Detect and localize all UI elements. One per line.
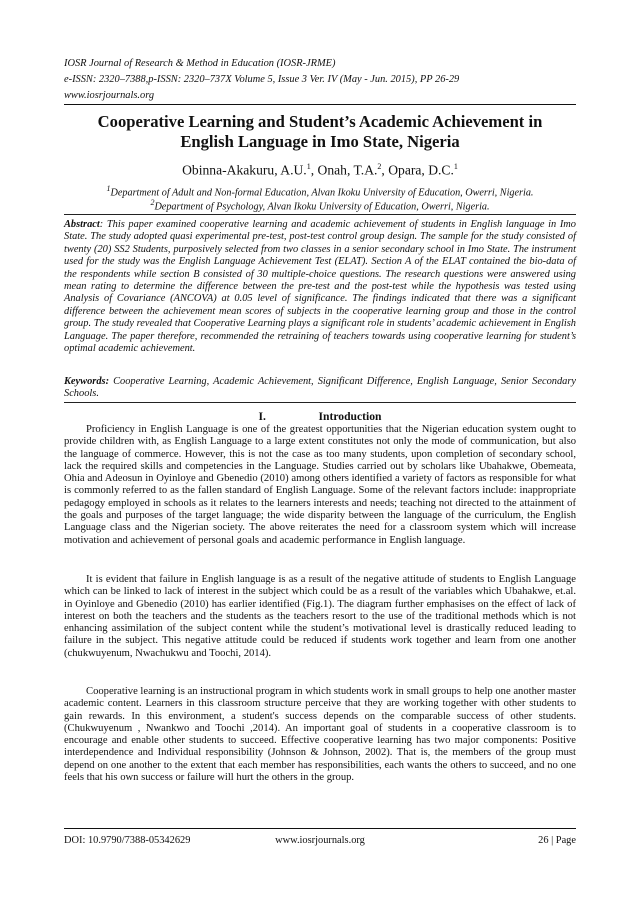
footer-rule bbox=[64, 828, 576, 829]
title-line-1: Cooperative Learning and Student’s Academic Achievement in bbox=[97, 112, 543, 131]
keywords-text: Cooperative Learning, Academic Achievement, Significant Difference, English Language, Senior Secondary Schools. bbox=[64, 376, 576, 400]
section-heading bbox=[64, 410, 576, 424]
section-title: Introduction bbox=[318, 410, 382, 423]
journal-header bbox=[64, 56, 584, 104]
keywords bbox=[64, 376, 576, 401]
abstract-text: : This paper examined cooperative learning and academic achievement of students in English language in Imo State. The study adopted quasi experimental pre-test, post-test control group design. The sample for the study consisted of twenty (20) SS2 Students, purposively selected from two classes in a senior secondary school in Imo State. The instrument used for the study was the English Language Achievement Test (ELAT). Section A of the ELAT contained the bio-data of the respondents while section B consisted of 30 multiple-choice questions. The research questions were answered using mean rating to determine the difference between the pre-test and the post-test while the hypothesis was tested using Analysis of Covariance (ANCOVA) at 0.05 level of significance. The findings indicated that there was a significant difference between the achievement mean scores of subjects in the cooperative learning group and those in the control group. The study revealed that Cooperative Learning plays a significant role in students’ academic achievement in English Language. The paper therefore, recommended the retraining of teachers towards using cooperative learning for student’s optimal academic achievement. bbox=[64, 219, 576, 355]
paragraph-text: Proficiency in English Language is one of the greatest opportunities that the Nigerian education system ought to provide children with, as English Language to a large extent constitutes not only the mode of communication, but also the language of commerce. However, this is not the case as too many students, upon completion of secondary school, lack the required skills and competencies in the Language. Studies carried out by scholars like Ubahakwe, Obemeata, Ohia and Adeosun in Oyinloye and Gbenedio (2010) among others identified a variety of factors as responsible for what is commonly referred to as the fallen standard of English Language. Some of the relevant factors include: inappropriate pedagogy employed in schools as it relates to the learners interests and needs; teaching not directed to the attainment of the goals and purposes of the target language; the wide disparity between the language of the curriculum, the English Language class and the Nigerian society. The above reiterates the need for a classroom system which will increase motivation and achievement of personal goals and academic performance in English language. bbox=[64, 424, 576, 546]
author-2: Onah, T.A. bbox=[317, 162, 378, 178]
author-1-affil: 1 bbox=[306, 162, 311, 171]
body-paragraph bbox=[64, 424, 576, 547]
author-3: Opara, D.C. bbox=[388, 162, 454, 178]
affiliation-1-marker: 1 bbox=[106, 184, 111, 193]
author-3-affil: 1 bbox=[453, 162, 458, 171]
affiliation-2-text: Department of Psychology, Alvan Ikoku University of Education, Owerri, Nigeria. bbox=[154, 201, 490, 213]
body-paragraph bbox=[64, 574, 576, 660]
paragraph-text: Cooperative learning is an instructional program in which students work in small groups to help one another master academic content. Learners in this classroom structure perceive that they are working together with other students to gain rewards. In this environment, a student's success depends on the comparable success of other students. (Chukwuyenum , Nwankwo and Toochi ,2014). An important goal of students in a cooperative classroom is to encourage and enable other students to succeed. Effective cooperative learning has two major components: Positive interdependence and Individual responsibility (Johnson & Johnson, 2002). That is, the members of the group must depend on one another to the extent that each member has responsibilities, each wants the others to succeed, and no one feels that his own success or failure will hurt the others in the group. bbox=[64, 686, 576, 784]
journal-issn: e-ISSN: 2320–7388,p-ISSN: 2320–737X Volume 5, Issue 3 Ver. IV (May - Jun. 2015), PP 26-29 bbox=[64, 74, 460, 85]
body-paragraph bbox=[64, 686, 576, 784]
abstract bbox=[64, 219, 576, 355]
journal-name: IOSR Journal of Research & Method in Education (IOSR-JRME) bbox=[64, 58, 336, 69]
abstract-label: Abstract bbox=[64, 219, 100, 230]
paper-title bbox=[64, 112, 576, 152]
keywords-label: Keywords: bbox=[64, 376, 110, 387]
footer-page-number: 26 | Page bbox=[538, 835, 576, 846]
title-line-2: English Language in Imo State, Nigeria bbox=[180, 132, 460, 151]
affiliation-1-text: Department of Adult and Non-formal Education, Alvan Ikoku University of Education, Owerri, Nigeria. bbox=[110, 187, 534, 199]
section-number: I. bbox=[258, 410, 266, 423]
author-sep: , bbox=[381, 162, 389, 178]
author-1: Obinna-Akakuru, A.U. bbox=[182, 162, 307, 178]
author-list bbox=[64, 158, 576, 180]
author-sep: , bbox=[310, 162, 318, 178]
footer-website: www.iosrjournals.org bbox=[275, 835, 365, 846]
affiliation-2 bbox=[64, 196, 576, 214]
abstract-bottom-rule bbox=[64, 402, 576, 403]
author-2-affil: 2 bbox=[377, 162, 382, 171]
paragraph-text: It is evident that failure in English language is as a result of the negative attitude of students to English Language which can be linked to lack of interest in the subject which could be as a result of the variables which Ubahakwe, et.al. in Oyinloye and Gbenedio (2010) has earlier identified (Fig.1). The diagram further emphasises on the effect of lack of interest on both the teachers and the students as the teachers resort to the use of the traditional methods which is not enhancing assimilation of the subject content while the student’s motivational level is drastically reduced leading to failure in the subject. This negative attitude could be reduced if students work together and learn from one another (chukwuyenum, Nwachukwu and Toochi, 2014). bbox=[64, 574, 576, 659]
header-rule bbox=[64, 104, 576, 105]
affiliation-2-marker: 2 bbox=[150, 198, 155, 207]
abstract-top-rule bbox=[64, 214, 576, 215]
footer-doi: DOI: 10.9790/7388-05342629 bbox=[64, 835, 191, 846]
journal-website: www.iosrjournals.org bbox=[64, 90, 155, 101]
